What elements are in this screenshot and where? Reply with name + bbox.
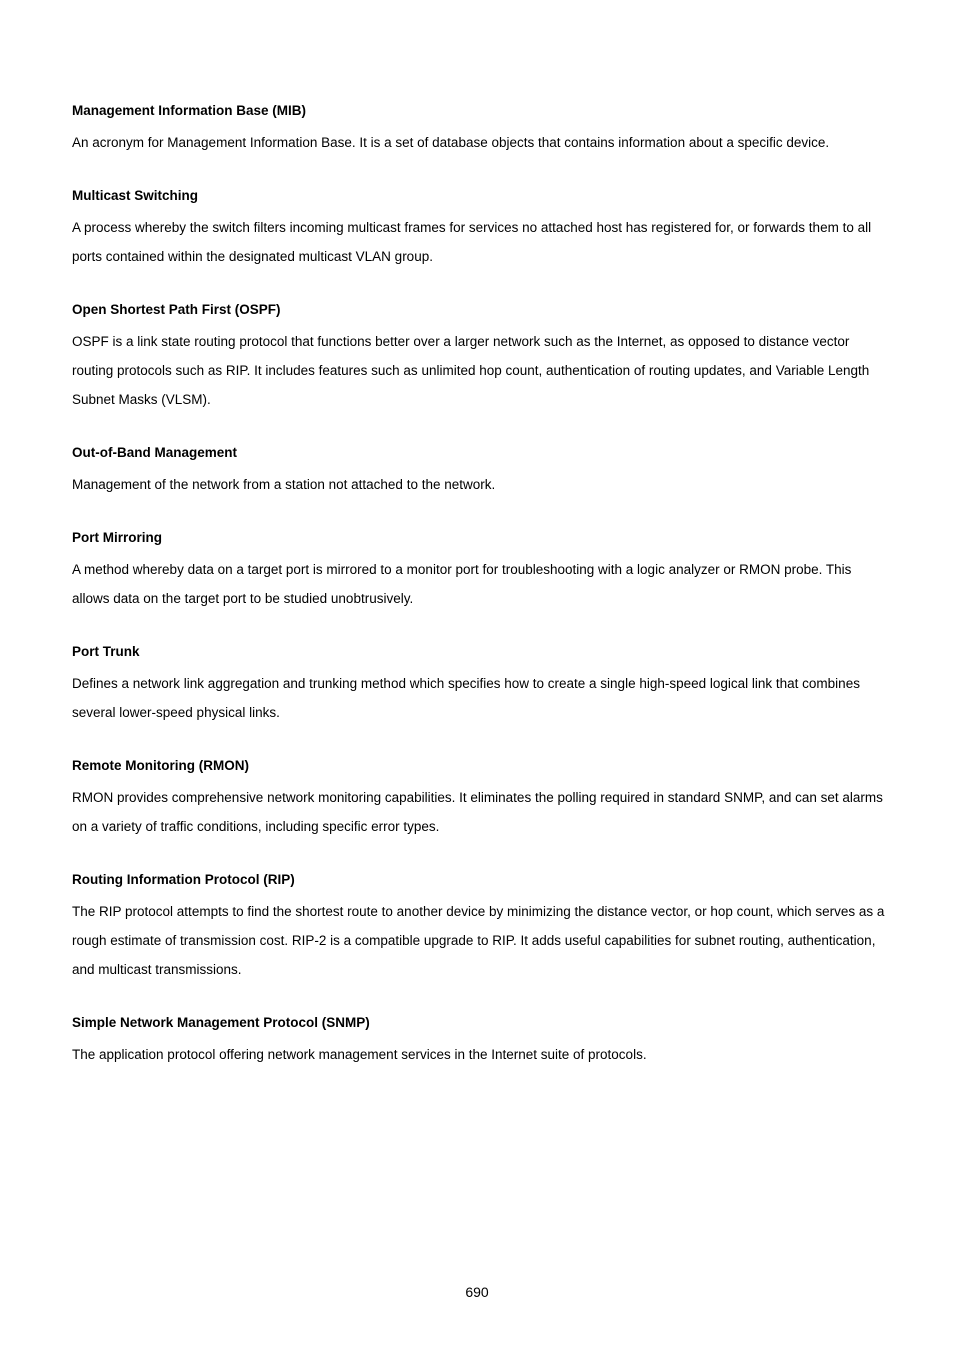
glossary-entry-rip <box>72 871 887 984</box>
glossary-definition: OSPF is a link state routing protocol that functions better over a larger network such as the Internet, as opposed to distance vector routing protocols such as RIP. It includes features such as unlimited hop count, authentication of routing updates, and Variable Length Subnet Masks (VLSM). <box>72 334 870 407</box>
glossary-entry-port-trunk <box>72 643 887 727</box>
glossary-definition: A method whereby data on a target port is mirrored to a monitor port for troubleshooting with a logic analyzer or RMON probe. This allows data on the target port to be studied unobtrusively. <box>72 562 852 606</box>
glossary-term: Port Trunk <box>72 644 140 659</box>
glossary-entry-snmp <box>72 1014 887 1069</box>
glossary-term: Management Information Base (MIB) <box>72 103 307 118</box>
glossary-entry-mib <box>72 102 887 157</box>
glossary-entry-out-of-band <box>72 444 887 499</box>
glossary-entry-ospf <box>72 301 887 414</box>
glossary-term: Remote Monitoring (RMON) <box>72 758 249 773</box>
glossary-term: Routing Information Protocol (RIP) <box>72 872 295 887</box>
page-number: 690 <box>465 1284 489 1300</box>
glossary-term: Multicast Switching <box>72 188 199 203</box>
glossary-entry-multicast-switching <box>72 187 887 271</box>
glossary-definition: Defines a network link aggregation and trunking method which specifies how to create a single high-speed logical link that combines several lower-speed physical links. <box>72 676 860 720</box>
glossary-term: Open Shortest Path First (OSPF) <box>72 302 281 317</box>
glossary-term: Simple Network Management Protocol (SNMP) <box>72 1015 370 1030</box>
glossary-definition: The application protocol offering network management services in the Internet suite of protocols. <box>72 1047 647 1062</box>
glossary-definition: An acronym for Management Information Base. It is a set of database objects that contains information about a specific device. <box>72 135 830 150</box>
glossary-definition: RMON provides comprehensive network monitoring capabilities. It eliminates the polling required in standard SNMP, and can set alarms on a variety of traffic conditions, including specific error types. <box>72 790 883 834</box>
glossary-entry-rmon <box>72 757 887 841</box>
glossary-term: Out-of-Band Management <box>72 445 237 460</box>
glossary-term: Port Mirroring <box>72 530 162 545</box>
glossary-entry-port-mirroring <box>72 529 887 613</box>
glossary-page <box>72 102 887 1099</box>
glossary-definition: Management of the network from a station not attached to the network. <box>72 477 496 492</box>
glossary-definition: The RIP protocol attempts to find the shortest route to another device by minimizing the distance vector, or hop count, which serves as a rough estimate of transmission cost. RIP-2 is a compatible upgrade to RIP. It adds useful capabilities for subnet routing, authentication, and multicast transmissions. <box>72 904 885 977</box>
glossary-definition: A process whereby the switch filters incoming multicast frames for services no attached host has registered for, or forwards them to all ports contained within the designated multicast VLAN group. <box>72 220 872 264</box>
